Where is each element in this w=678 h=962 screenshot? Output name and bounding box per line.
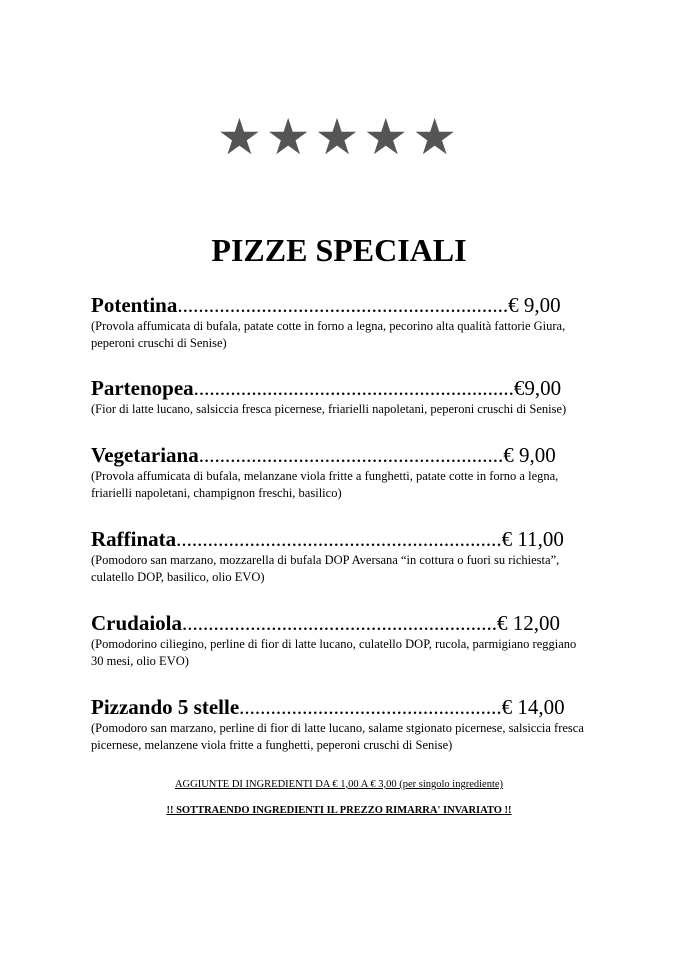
- page-title: PIZZE SPECIALI: [211, 232, 467, 268]
- menu-item-dots: ............................................................: [182, 611, 498, 635]
- menu-item-price: € 9,00: [508, 293, 561, 317]
- menu-item-price: € 12,00: [497, 611, 561, 635]
- menu-item-dots: ...............................................................: [177, 293, 509, 317]
- menu-item-crudaiola: [91, 611, 591, 670]
- menu-item-dots: ..........................................................: [198, 443, 504, 467]
- menu-item-name: Pizzando 5 stelle: [91, 695, 240, 719]
- removals-note: !! SOTTRAENDO INGREDIENTI IL PREZZO RIMARRA' INVARIATO !!: [166, 805, 512, 816]
- menu-item-line: [91, 527, 591, 551]
- menu-item-line: [91, 293, 591, 317]
- menu-item-line: [91, 695, 591, 719]
- menu-item-price: €9,00: [513, 376, 562, 400]
- menu-item-line: [91, 443, 591, 467]
- menu-item-vegetariana: [91, 443, 591, 502]
- menu-item-name: Raffinata: [91, 527, 177, 551]
- menu-item-description: (Pomodoro san marzano, perline di fior di latte lucano, salame stgionato picernese, salsiccia fresca picernese, melanzene viola fritte a funghetti, peperoni cruschi di Senise): [91, 721, 584, 752]
- menu-item-description: (Pomodorino ciliegino, perline di fior di latte lucano, culatello DOP, rucola, parmigiano reggiano 30 mesi, olio EVO): [91, 637, 577, 668]
- menu-item-description: (Provola affumicata di bufala, melanzane viola fritte a funghetti, patate cotte in forno a legna, friarielli napoletani, champignon freschi, basilico): [91, 469, 559, 500]
- menu-item-pizzando-5-stelle: [91, 695, 591, 754]
- menu-item-description: (Provola affumicata di bufala, patate cotte in forno a legna, pecorino alta qualità fattorie Giura, peperoni cruschi di Senise): [91, 319, 566, 350]
- menu-item-dots: ..................................................: [239, 695, 502, 719]
- additions-note: AGGIUNTE DI INGREDIENTI DA € 1,00 A € 3,00 (per singolo ingrediente): [174, 779, 504, 790]
- menu-item-line: [91, 376, 591, 400]
- menu-item-price: € 14,00: [501, 695, 565, 719]
- menu-item-name: Partenopea: [91, 376, 194, 400]
- menu-item-raffinata: [91, 527, 591, 586]
- menu-item-partenopea: [91, 376, 591, 418]
- menu-item-description: (Fior di latte lucano, salsiccia fresca picernese, friarielli napoletani, peperoni cruschi di Senise): [91, 402, 567, 416]
- menu-item-potentina: [91, 293, 591, 352]
- five-star-rating: ★★★★★: [216, 108, 462, 166]
- menu-item-price: € 11,00: [501, 527, 564, 551]
- menu-item-dots: .............................................................: [193, 376, 514, 400]
- menu-item-price: € 9,00: [503, 443, 556, 467]
- menu-item-description: (Pomodoro san marzano, mozzarella di bufala DOP Aversana “in cottura o fuori su richiesta”, culatello DOP, basilico, olio EVO): [91, 553, 560, 584]
- menu-item-name: Vegetariana: [91, 443, 199, 467]
- menu-item-dots: ..............................................................: [176, 527, 502, 551]
- menu-item-line: [91, 611, 591, 635]
- menu-item-name: Potentina: [91, 293, 178, 317]
- menu-item-name: Crudaiola: [91, 611, 183, 635]
